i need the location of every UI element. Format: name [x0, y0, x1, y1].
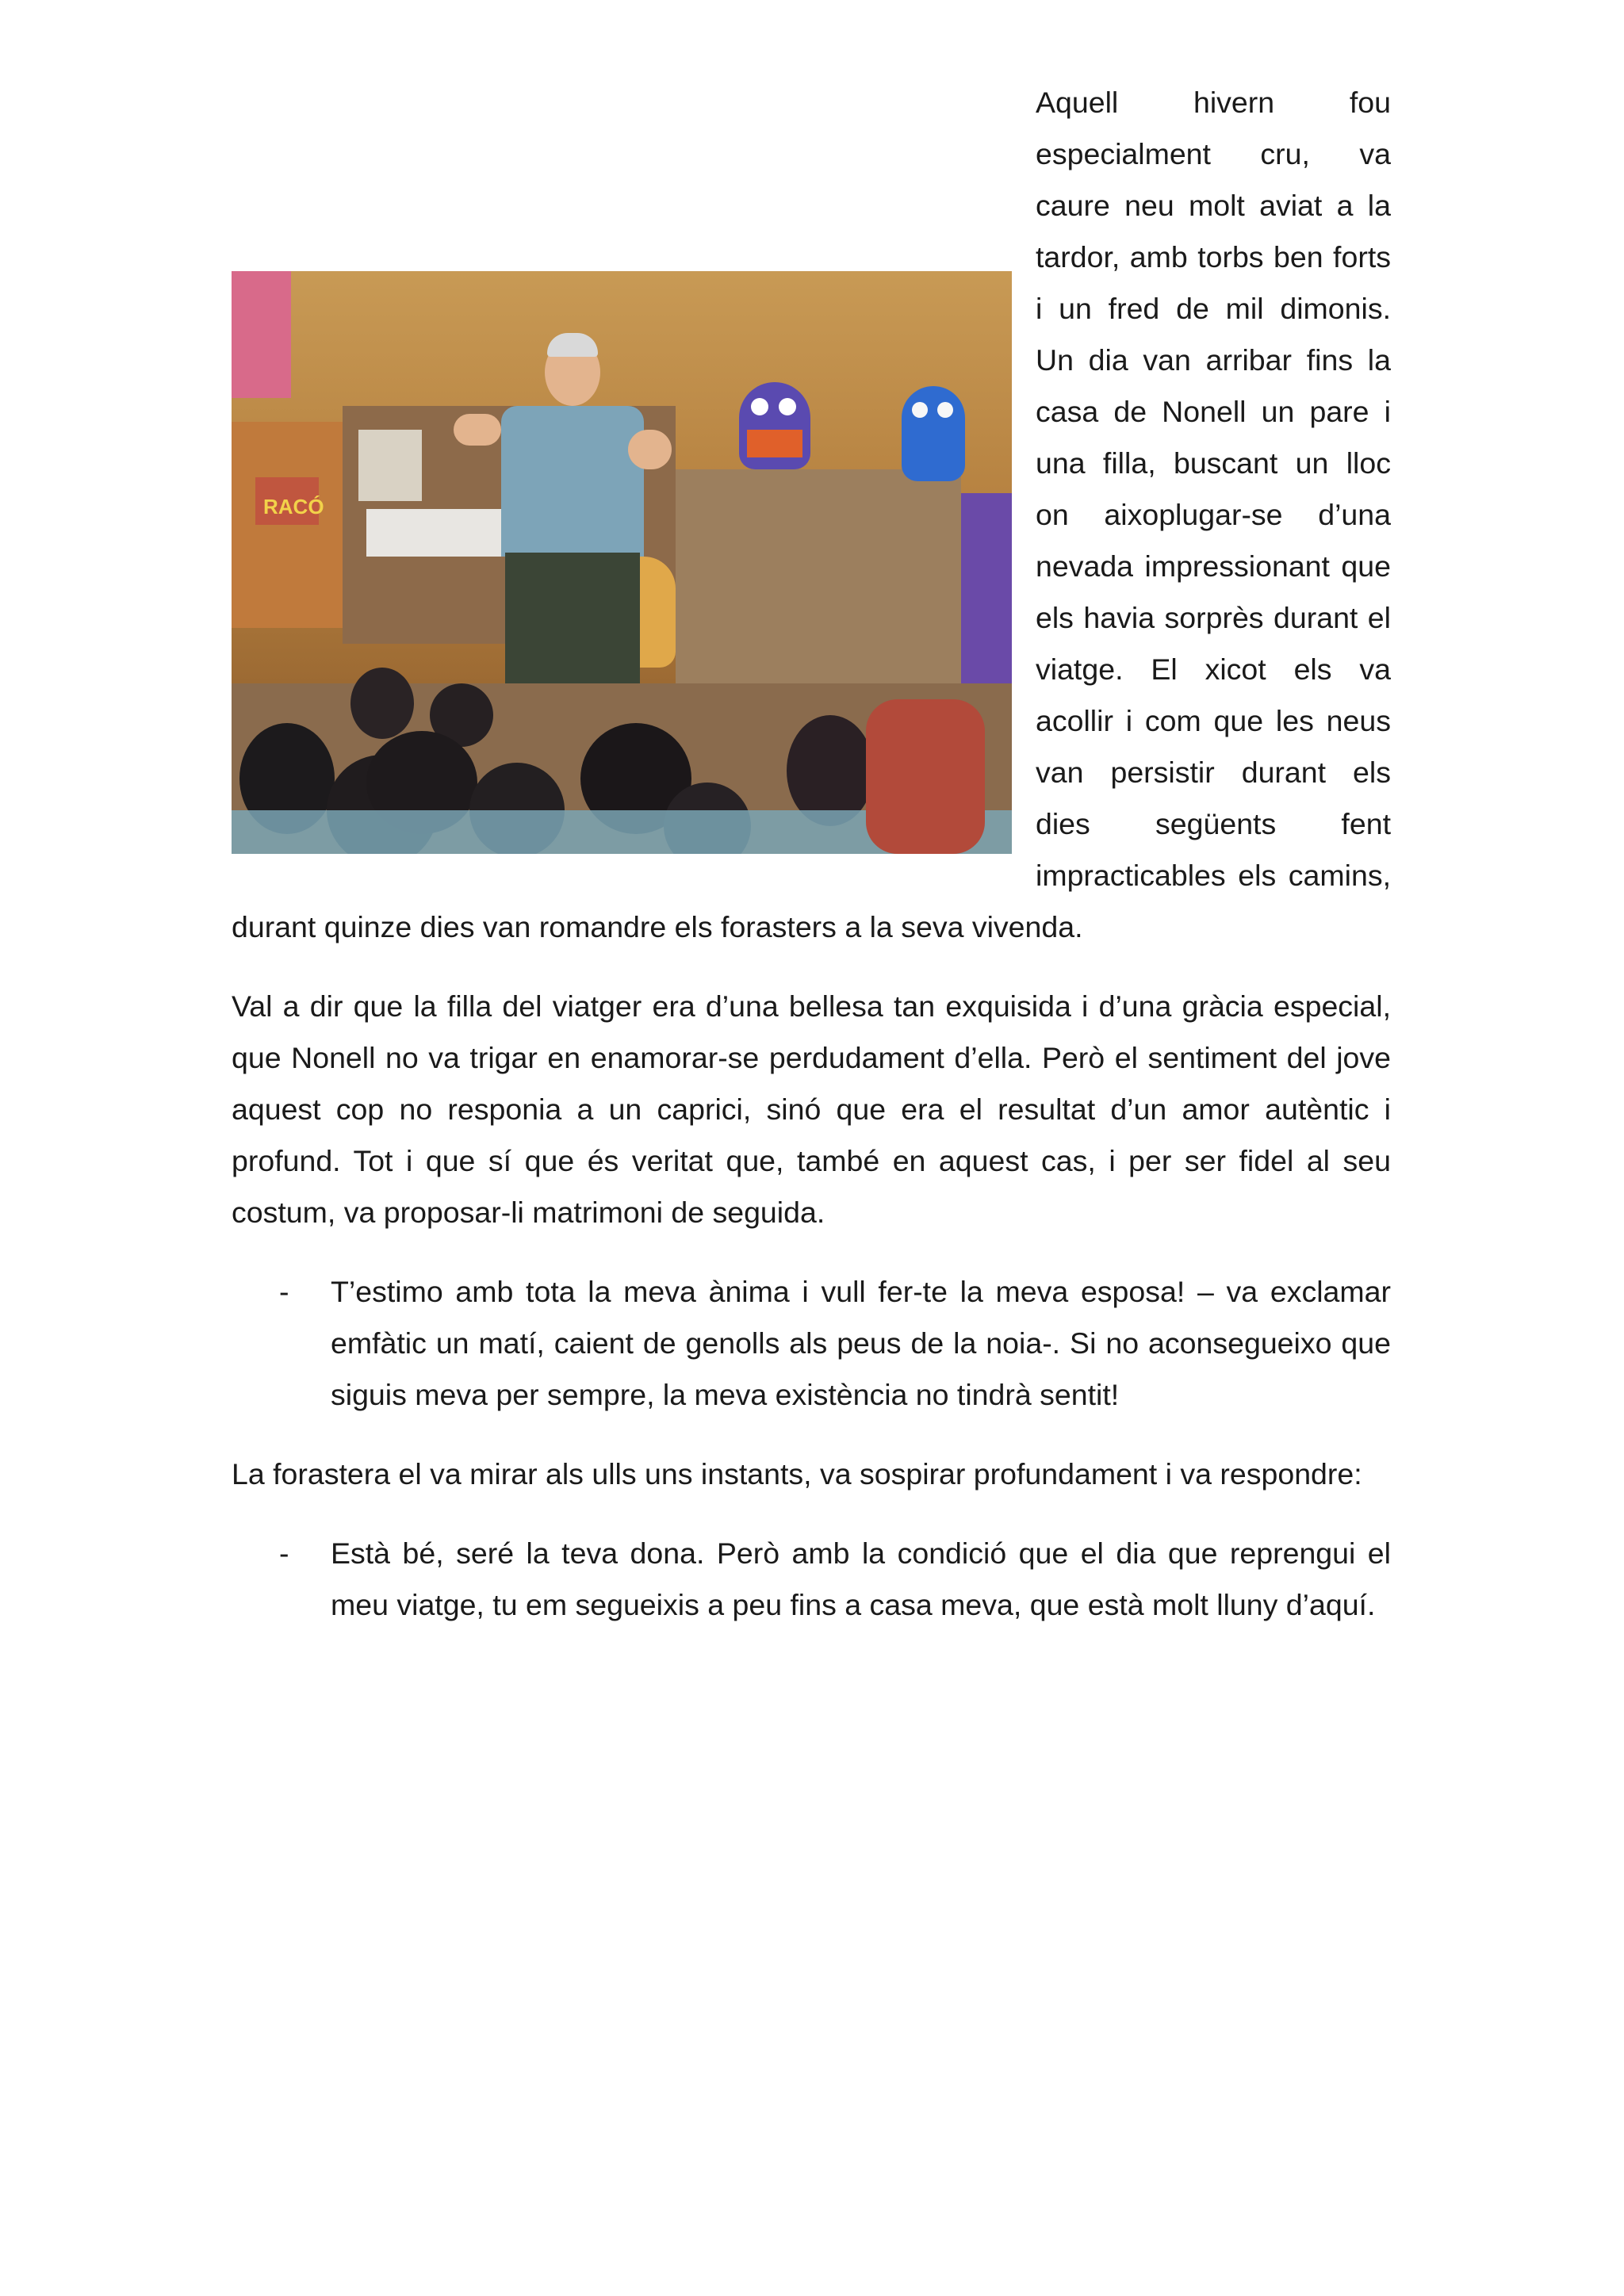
dialogue-2: [232, 1528, 1391, 1631]
storyteller-photo: [232, 271, 1012, 854]
dialogue-text: T’estimo amb tota la meva ànima i vull fer-te la meva esposa! – va exclamar emfàtic un matí, caient de genolls als peus de la noia-. Si no aconsegueixo que siguis meva per sempre, la meva existència no tindrà sentit!: [331, 1275, 1391, 1411]
text-column: [232, 0, 1391, 1631]
paragraph-2: Val a dir que la filla del viatger era d’una bellesa tan exquisida i d’una gràcia especial, que Nonell no va trigar en enamorar-se perdudament d’ella. Però el sentiment del jove aquest cop no responia a un caprici, sinó que era el resultat d’un amor autèntic i profund. Tot i que sí que és veritat que, també en aquest cas, i per ser fidel al seu costum, va proposar-li matrimoni de seguida.: [232, 989, 1391, 1229]
paragraph-1: Aquell hivern fou especialment cru, va caure neu molt aviat a la tardor, amb torbs ben forts i un fred de mil dimonis. Un dia van arribar fins la casa de Nonell un pare i una filla, buscant un lloc on aixoplugar-se d’una nevada impressionant que els havia sorprès durant el viatge. El xicot els va acollir i com que les neus van persistir durant els dies següents fent impracticables els camins, durant quinze dies van romandre els forasters a la seva vivenda.: [232, 86, 1391, 943]
paragraph-3: La forastera el va mirar als ulls uns instants, va sospirar profundament i va respondre:: [232, 1457, 1362, 1490]
spacer: [232, 0, 1391, 77]
dialogue-dash: -: [279, 1275, 289, 1308]
dialogue-1: [232, 1266, 1391, 1421]
sign-label: RACÓ: [263, 495, 324, 519]
dialogue-dash: -: [279, 1536, 289, 1570]
dialogue-text: Està bé, seré la teva dona. Però amb la condició que el dia que reprengui el meu viatge, tu em segueixis a peu fins a casa meva, que està molt lluny d’aquí.: [331, 1536, 1391, 1621]
